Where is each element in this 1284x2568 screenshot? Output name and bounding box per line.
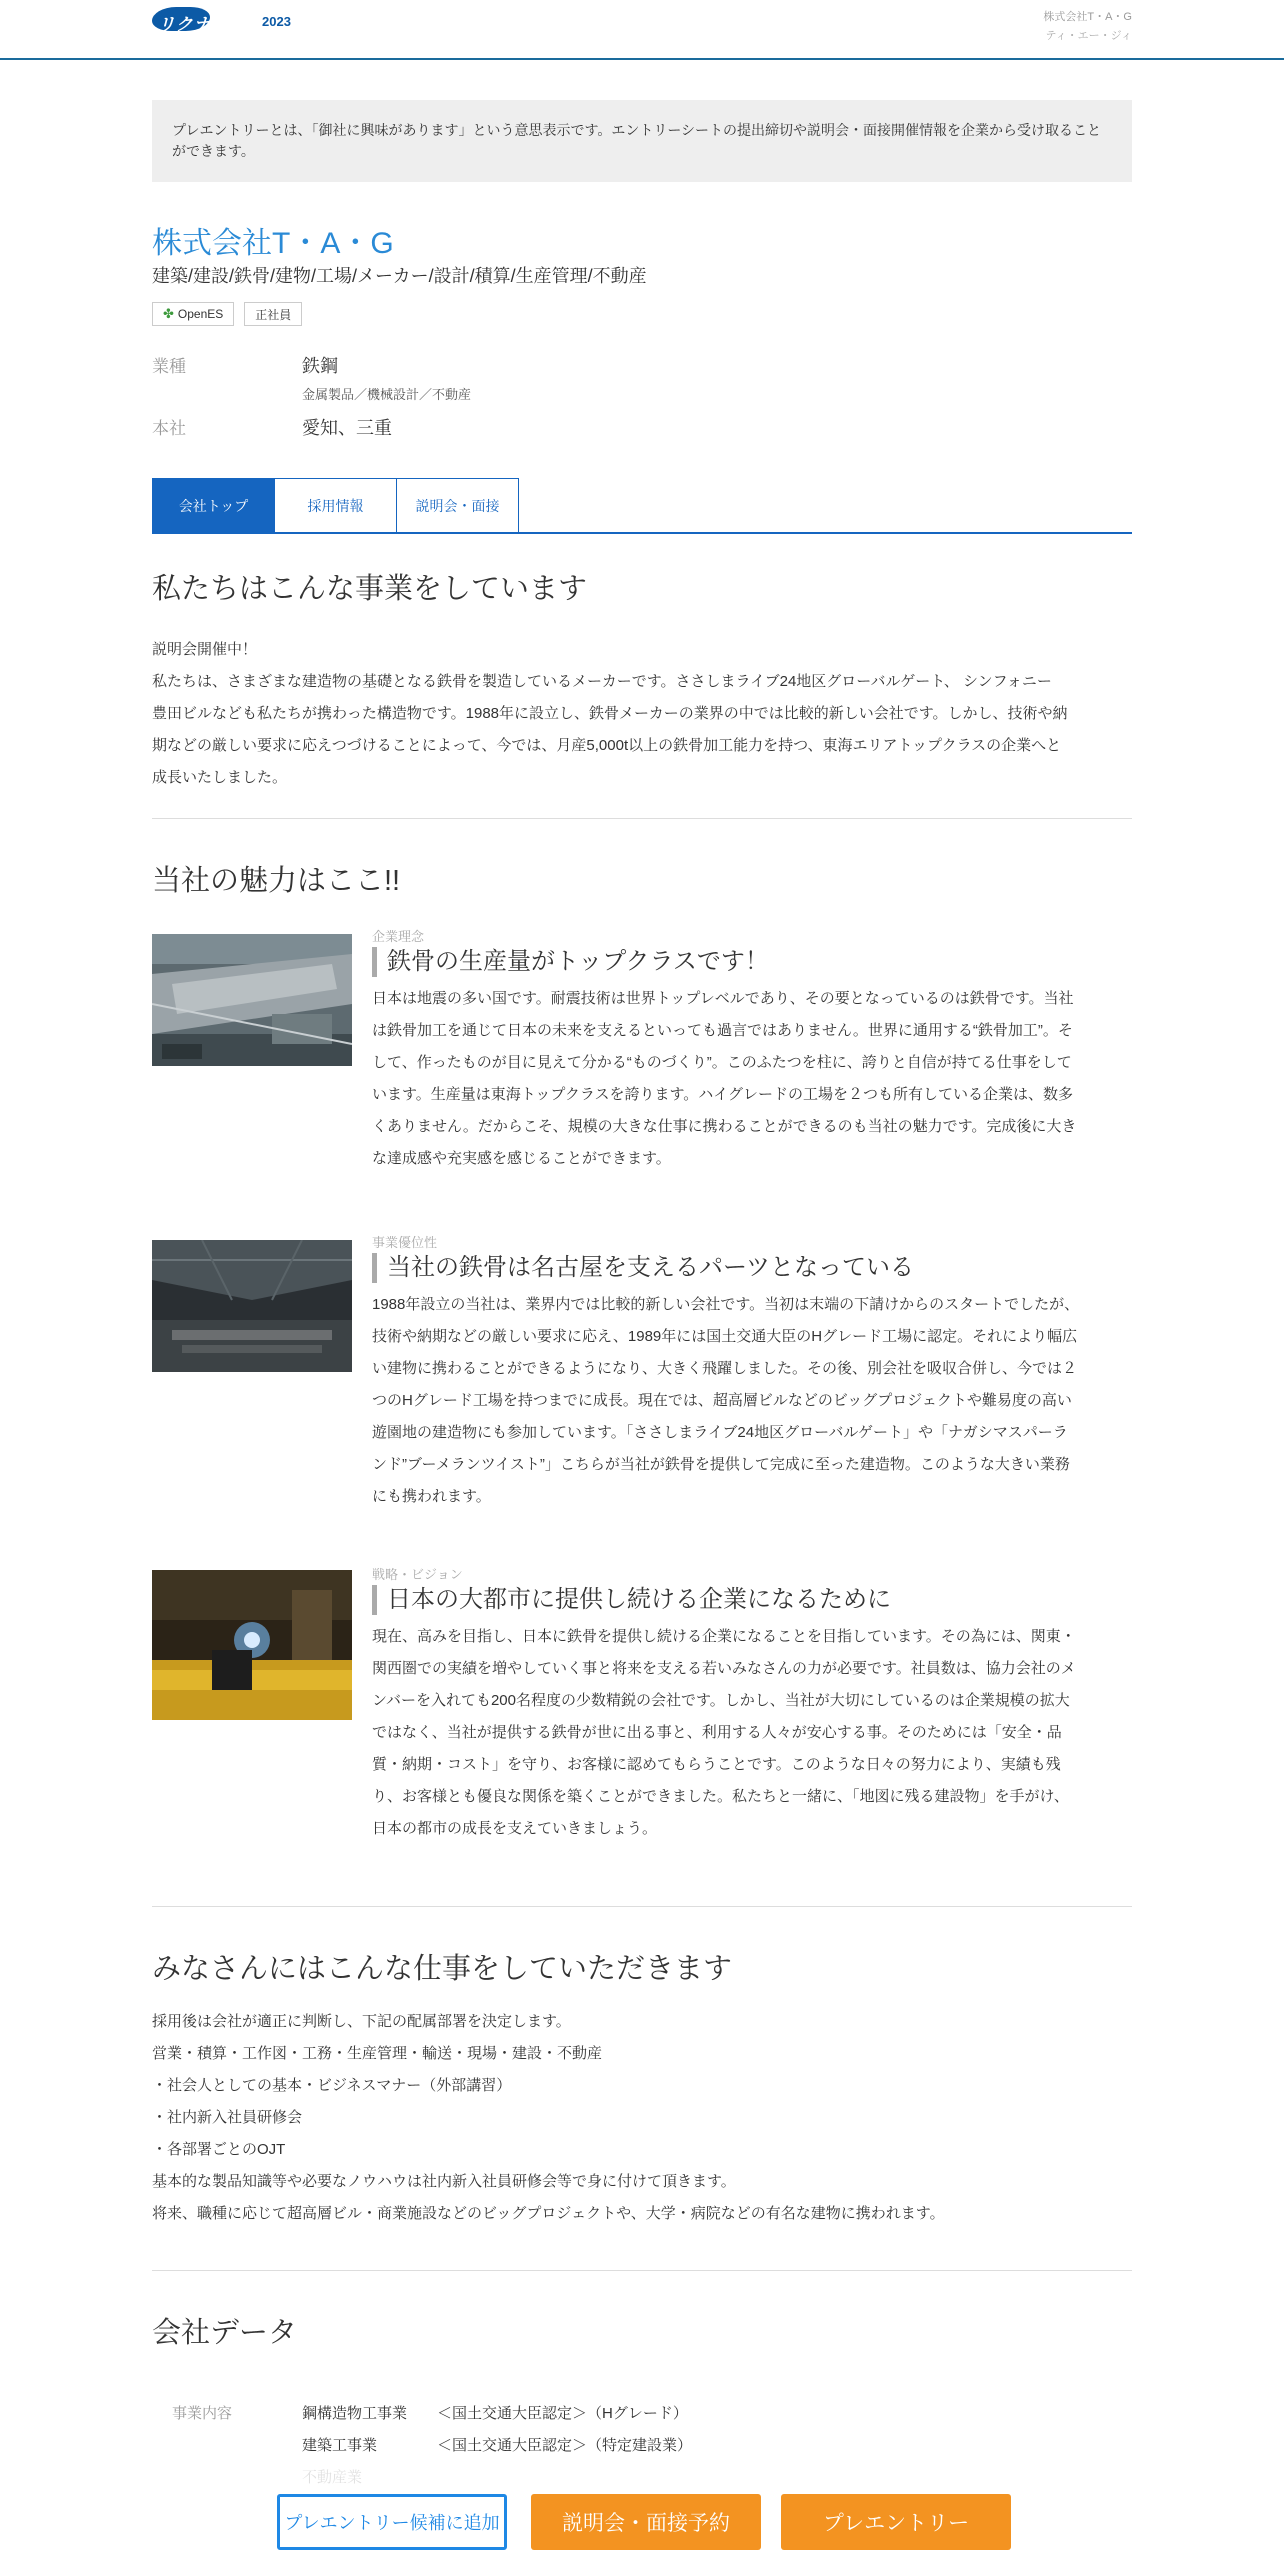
tag-openes: ✤ OpenES bbox=[152, 302, 234, 326]
feature-1-category: 企業理念 bbox=[372, 929, 425, 944]
pre-entry-button[interactable]: プレエントリー bbox=[781, 2494, 1011, 2550]
company-name: 株式会社T・A・G bbox=[152, 227, 394, 260]
hq-row bbox=[152, 414, 1132, 440]
hq-value: 愛知、三重 bbox=[302, 418, 392, 438]
feature-image-factory-interior bbox=[152, 1240, 352, 1372]
business-title: 私たちはこんな事業をしています bbox=[152, 573, 588, 605]
feature-3-title: 日本の大都市に提供し続ける企業になるために bbox=[372, 1585, 1132, 1615]
industry-main: 鉄鋼 bbox=[302, 356, 338, 376]
feature-2-category: 事業優位性 bbox=[372, 1235, 438, 1250]
logo-year: 2023 bbox=[262, 14, 291, 29]
rikunabi-logo[interactable] bbox=[152, 4, 302, 32]
company-tags bbox=[152, 302, 1132, 326]
tag-employment: 正社員 bbox=[244, 302, 302, 326]
logo-text: リクナビ bbox=[158, 15, 230, 34]
business-text: 説明会開催中！ 私たちは、さまざまな建造物の基礎となる鉄骨を製造しているメーカーです。ささしまライブ24地区グローバルゲート、 シンフォニー 豊田ビルなども私たちが携わった構造物です。1988年に設立し、鉄骨メーカーの業界の中では比較的新しい会社です。しかし、技術や納 期などの厳しい要求に応えつづけることによって、今では、月産5,000t以上の鉄骨加工能力を持つ、東海エリアトップクラスの企業へと 成長いたしました。 bbox=[152, 641, 1068, 786]
divider bbox=[152, 818, 1132, 819]
clover-icon: ✤ bbox=[163, 306, 174, 321]
company-data-title: 会社データ bbox=[152, 2317, 298, 2349]
industry-row bbox=[152, 352, 1132, 403]
feature-2-title: 当社の鉄骨は名古屋を支えるパーツとなっている bbox=[372, 1253, 1132, 1283]
header-company-kana: ティ・エー・ジィ bbox=[1045, 30, 1132, 42]
business-values: 鋼構造物工事業 ＜国土交通大臣認定＞（Hグレード） 建築工事業 ＜国土交通大臣認定＞（特定建設業） bbox=[302, 2405, 693, 2454]
work-title: みなさんにはこんな仕事をしていただきます bbox=[152, 1953, 733, 1985]
feature-2-body: 1988年設立の当社は、業界内では比較的新しい会社です。当初は末端の下請けからのスタートでしたが、 技術や納期などの厳しい要求に応え、1989年には国土交通大臣のHグレード工場に認定。それにより幅広 い建物に携わることができるようになり、大きく飛躍しました。その後、別会社を吸収合併し、今では２ つのHグレード工場を持つまでに成長。現在では、超高層ビルなどのビッグプロジェクトや難易度の高い 遊園地の建造物にも参加しています。「ささしまライブ24地区グローバルゲート」や「ナガシマスパーラ ンド”ブーメランツイスト”」こちらが当社が鉄骨を提供して完成に至った建造物。このような大きい業務 にも携われます。 bbox=[372, 1296, 1080, 1505]
divider bbox=[152, 2270, 1132, 2271]
divider bbox=[152, 1906, 1132, 1907]
seminar-reservation-button[interactable]: 説明会・面接予約 bbox=[531, 2494, 761, 2550]
header-company-name: 株式会社T・A・G bbox=[1043, 11, 1132, 23]
action-bar bbox=[0, 2466, 1284, 2568]
tab-recruit-info[interactable]: 採用情報 bbox=[274, 478, 397, 532]
feature-3-category: 戦略・ビジョン bbox=[372, 1567, 463, 1582]
company-tabs bbox=[152, 478, 1132, 534]
feature-3 bbox=[372, 1564, 1132, 1845]
tab-company-top[interactable]: 会社トップ bbox=[152, 478, 275, 532]
work-text: 採用後は会社が適正に判断し、下記の配属部署を決定します。 営業・積算・工作図・工務・生産管理・輸送・現場・建設・不動産 ・社会人としての基本・ビジネスマナー（外部講習） ・社内新入社員研修会 ・各部署ごとのOJT 基本的な製品知識等や必要なノウハウは社内新入社員研修会等で身に付けて頂きます。 将来、職種に応じて超高層ビル・商業施設などのビッグプロジェクトや、大学・病院などの有名な建物に携われます。 bbox=[152, 2013, 945, 2222]
industry-label: 業種 bbox=[152, 357, 186, 376]
feature-2 bbox=[372, 1232, 1132, 1513]
tab-seminar[interactable]: 説明会・面接 bbox=[396, 478, 519, 532]
industry-sub: 金属製品／機械設計／不動産 bbox=[302, 387, 472, 402]
feature-image-welding bbox=[152, 1570, 352, 1720]
feature-1-body: 日本は地震の多い国です。耐震技術は世界トップレベルであり、その要となっているのは鉄骨です。当社 は鉄骨加工を通じて日本の未来を支えるといっても過言ではありません。世界に通用する“鉄骨加工”。そ して、作ったものが目に見えて分かる“ものづくり”。このふたつを柱に、誇りと自信が持てる仕事をして います。生産量は東海トップクラスを誇ります。ハイグレードの工場を２つも所有している企業は、数多 くありません。だからこそ、規模の大きな仕事に携わることができるのも当社の魅力です。完成後に大き な達成感や充実感を感じることができます。 bbox=[372, 990, 1077, 1167]
business-label: 事業内容 bbox=[172, 2405, 233, 2422]
appeal-title: 当社の魅力はここ!! bbox=[152, 865, 401, 897]
feature-1-title: 鉄骨の生産量がトップクラスです！ bbox=[372, 947, 1132, 977]
feature-1 bbox=[372, 926, 1132, 1175]
feature-3-body: 現在、高みを目指し、日本に鉄骨を提供し続ける企業になることを目指しています。その為には、関東・ 関西圏での実績を増やしていく事と将来を支える若いみなさんの力が必要です。社員数は、協力会社のメ ンバーを入れても200名程度の少数精鋭の会社です。しかし、当社が大切にしているのは企業規模の拡大 ではなく、当社が提供する鉄骨が世に出る事と、利用する人々が安心する事。そのためには「安全・品 質・納期・コスト」を守り、お客様に認めてもらうことです。このような日々の努力により、実績も残 り、お客様とも優良な関係を築くことができました。私たちと一緒に、「地図に残る建設物」を手がけ、 日本の都市の成長を支えていきましょう。 bbox=[372, 1628, 1076, 1837]
pre-entry-notice: プレエントリーとは、「御社に興味があります」という意思表示です。エントリーシートの提出締切や説明会・面接開催情報を企業から受け取ることができます。 bbox=[152, 100, 1132, 182]
feature-image-factory-aerial bbox=[152, 934, 352, 1066]
company-industries: 建築/建設/鉄骨/建物/工場/メーカー/設計/積算/生産管理/不動産 bbox=[152, 266, 647, 286]
add-pre-entry-candidate-button[interactable]: プレエントリー候補に追加 bbox=[277, 2494, 507, 2550]
hq-label: 本社 bbox=[152, 419, 186, 438]
site-header bbox=[0, 0, 1284, 60]
